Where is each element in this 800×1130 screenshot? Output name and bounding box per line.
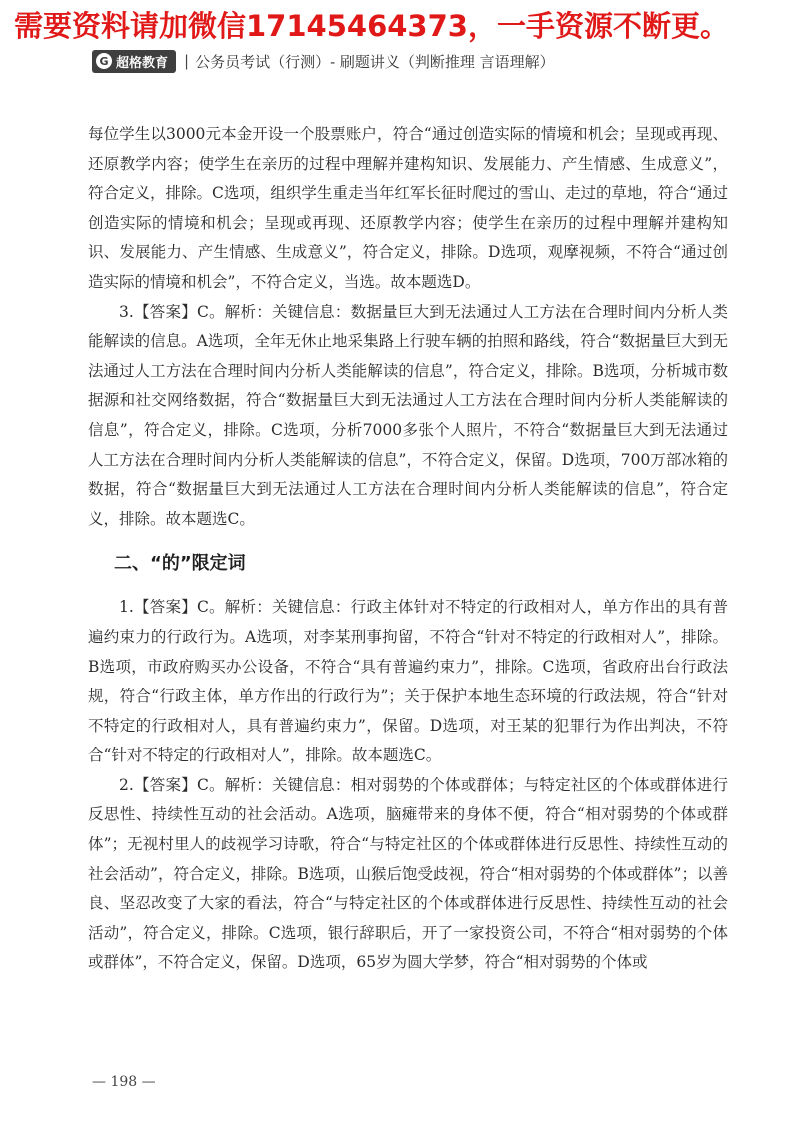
logo-icon: G (96, 53, 112, 69)
page-number: — 198 — (92, 1074, 156, 1090)
logo-text: 超格教育 (116, 55, 169, 71)
contact-banner: 需要资料请加微信17145464373，一手资源不断更。 (14, 9, 729, 43)
paragraph-section-answer-1: 1.【答案】C。解析：关键信息：行政主体针对不特定的行政相对人，单方作出的具有普遍约束力的行政行为。A选项，对李某刑事拘留，不符合“针对不特定的行政相对人”，排除。B选项，市政府购买办公设备，不符合“具有普遍约束力”，排除。C选项，省政府出台行政法规，符合“行政主体，单方作出的行政行为”；关于保护本地生态环境的行政法规，符合“针对不特定的行政相对人，具有普遍约束力”，保留。D选项，对王某的犯罪行为作出判决，不符合“针对不特定的行政相对人”，排除。故本题选C。 (88, 598, 728, 765)
brand-logo (92, 50, 176, 73)
paragraph-answer-3: 3.【答案】C。解析：关键信息：数据量巨大到无法通过人工方法在合理时间内分析人类能解读的信息。A选项，全年无休止地采集路上行驶车辆的拍照和路线，符合“数据量巨大到无法通过人工方法在合理时间内分析人类能解读的信息”，符合定义，排除。B选项，分析城市数据源和社交网络数据，符合“数据量巨大到无法通过人工方法在合理时间内分析人类能解读的信息”，符合定义，排除。C选项，分析7000多张个人照片，不符合“数据量巨大到无法通过人工方法在合理时间内分析人类能解读的信息”，不符合定义，保留。D选项，700万部冰箱的数据，符合“数据量巨大到无法通过人工方法在合理时间内分析人类能解读的信息”，符合定义，排除。故本题选C。 (88, 302, 728, 528)
page-header (92, 50, 555, 72)
header-separator: | (184, 52, 190, 70)
page-content (88, 120, 728, 978)
paragraph-section-answer-2: 2.【答案】C。解析：关键信息：相对弱势的个体或群体；与特定社区的个体或群体进行反思性、持续性互动的社会活动。A选项，脑瘫带来的身体不便，符合“相对弱势的个体或群体”；无视村里人的歧视学习诗歌，符合“与特定社区的个体或群体进行反思性、持续性互动的社会活动”，符合定义，排除。B选项，山猴后饱受歧视，符合“相对弱势的个体或群体”；以善良、坚忍改变了大家的看法，符合“与特定社区的个体或群体进行反思性、持续性互动的社会活动”，符合定义，排除。C选项，银行辞职后，开了一家投资公司，不符合“相对弱势的个体或群体”，不符合定义，保留。D选项，65岁为圆大学梦，符合“相对弱势的个体或 (88, 775, 728, 972)
header-title: 公务员考试（行测）- 刷题讲义（判断推理 言语理解） (195, 52, 555, 71)
paragraph-continued: 每位学生以3000元本金开设一个股票账户，符合“通过创造实际的情境和机会；呈现或再现、还原教学内容；使学生在亲历的过程中理解并建构知识、发展能力、产生情感、生成意义”，符合定义，排除。C选项，组织学生重走当年红军长征时爬过的雪山、走过的草地，符合“通过创造实际的情境和机会；呈现或再现、还原教学内容；使学生在亲历的过程中理解并建构知识、发展能力、产生情感、生成意义”，符合定义，排除。D选项，观摩视频，不符合“通过创造实际的情境和机会”，不符合定义，当选。故本题选D。 (88, 125, 728, 291)
section-title: 二、“的”限定词 (114, 553, 246, 575)
